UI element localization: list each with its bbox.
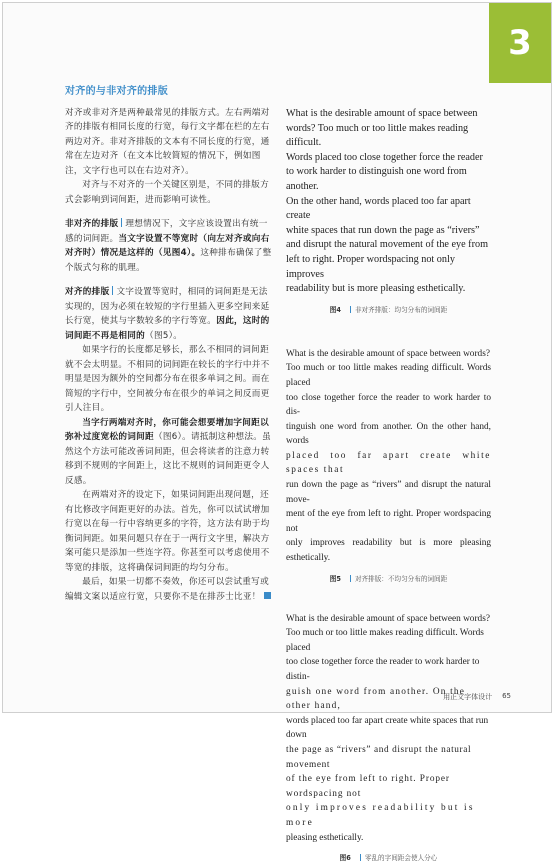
sample-line: and disrupt the natural movement of the eye from	[286, 239, 488, 251]
figure-5-caption	[286, 573, 491, 583]
paragraph-finally: 最后，如果一切都不奏效，你还可以尝试重写或编辑文案以适应行宽，只要你不是在排莎士比亚！	[65, 577, 269, 602]
sample-line: words placed too far apart create white spaces that run down	[286, 715, 489, 741]
sample-line: tinguish one word from another. On the other hand, words	[286, 421, 491, 447]
paragraph-justified: 对齐的排版 文字设置等宽时，相同的词间距是无法实现的，因为必须在较短的字行里插入更多空间来延长行宽，使其与字数较多的字行等宽。因此，这时的词间距不再是相同的（图5）。	[65, 287, 270, 341]
paragraph-letterspacing: 当字行两端对齐时，你可能会想要增加字间距以弥补过度宽松的词间距（图6）。请抵制这种想法。虽然这个方法可能改善词间距，但会将读者的注意力转移到不规则的字间距上，这比不规则的词间距更令人反感。	[65, 417, 272, 486]
chapter-number-tab	[489, 3, 551, 83]
paragraph-key-difference: 对齐与不对齐的一个关键区别是，不同的排版方式会影响到词间距，进而影响可读性。	[65, 180, 269, 205]
sample-line: left to right. Proper wordspacing not only improves	[286, 253, 455, 280]
sample-line: Too much or too little makes reading difficult. Words placed	[286, 628, 484, 653]
sample-line: of the eye from left to right. Proper wordspacing not	[286, 774, 450, 799]
sample-line: white spaces that run down the page as “rivers”	[286, 224, 480, 236]
sample-line: Words placed too close together force the reader	[286, 151, 483, 163]
figure-6-caption	[286, 852, 491, 862]
running-title: 用正文字体设计	[443, 693, 493, 701]
figure-label: 图6	[339, 854, 351, 862]
paragraph-better-options: 在两端对齐的设定下，如果词间距出现问题，还有比修改字间距更好的办法。首先，你可以试试增加行宽以在每一行中容纳更多的字符，这方法有助于均衡词间距。如果问题只存在于一两行文字里，解决方案可能只是添加一些连字符。你甚至可以考虑使用不等宽的排版，这将确保词间距的均匀分布。	[65, 490, 270, 573]
sample-line: What is the desirable amount of space between words?	[286, 613, 490, 624]
subhead-non-justified: 非对齐的排版	[65, 219, 119, 229]
sample-line: On the other hand, words placed too far apart create	[286, 195, 471, 222]
paragraph-non-justified: 非对齐的排版 理想情况下，文字应该设置出有统一感的词间距。当文字设置不等宽时（向左对齐或向右对齐时）情况是这样的（见图4）。这种排布确保了整个版式匀称的肌理。	[65, 219, 272, 273]
sample-line: Too much or too little makes reading difficult. Words placed	[286, 363, 491, 388]
paragraph-intro: 对齐或非对齐是两种最常见的排版方式。左右两端对齐的排版有相同长度的行宽，每行文字都在栏的左右两边对齐。非对齐排版的文本有不同长度的行宽，通常在左边对齐（在文本比较简短的情况下，例如图注，文字行也可以在右边对齐）。	[65, 107, 270, 176]
sample-line: What is the desirable amount of space between words?	[286, 348, 490, 359]
sample-line: placed too far apart create white spaces that	[286, 450, 491, 476]
sample-line: What is the desirable amount of space between	[286, 108, 478, 119]
paragraph-long-lines: 如果字行的长度都足够长，那么不相同的词间距就不会太明显。不相同的词间距在较长的字行中并不明显是因为额外的空间都分布在很多单词之间。而在简短的字行中，空间被分布在很少的单词之间反而更引人注目。	[65, 345, 270, 413]
book-page	[2, 2, 552, 862]
caption-text: 对齐排版：不均匀分布的词间距	[354, 574, 448, 583]
sample-line: guish one word from another. On the other hand,	[286, 686, 466, 712]
caption-text: 非对齐排版：均匀分布的词间距	[354, 305, 448, 314]
sample-line: only improves readability but is more pleasing esthetically.	[286, 538, 491, 564]
sample-line: only improves readability but is more	[286, 803, 475, 828]
figures-column	[286, 85, 491, 862]
sample-line: readability but is more pleasing esthetically.	[286, 283, 466, 295]
figure-label: 图4	[329, 305, 341, 314]
chapter-number: 3	[508, 23, 532, 63]
sample-line: to work harder to distinguish one word from another.	[286, 166, 467, 192]
page-footer	[443, 692, 511, 702]
sample-line: the page as “rivers” and disrupt the natural movement	[286, 744, 472, 770]
caption-divider	[350, 575, 351, 582]
figure-label: 图5	[329, 574, 341, 583]
figure-6-sample	[286, 612, 491, 846]
divider-bar	[121, 218, 122, 227]
end-mark-icon	[264, 592, 271, 599]
caption-divider	[360, 854, 361, 861]
sample-line: pleasing esthetically.	[286, 832, 364, 843]
figure-4-caption	[286, 304, 491, 314]
divider-bar	[112, 286, 113, 295]
sample-line: too close together force the reader to work harder to dis-	[286, 392, 491, 418]
sample-line: too close together force the reader to work harder to distin-	[286, 657, 480, 682]
sample-line: run down the page as “rivers” and disrupt the natural move-	[286, 480, 491, 505]
subhead-justified: 对齐的排版	[65, 287, 110, 297]
body-text-column	[65, 85, 275, 614]
sample-line: words? Too much or too little makes reading difficult.	[286, 122, 469, 149]
section-title: 对齐的与非对齐的排版	[65, 86, 168, 97]
caption-text: 零乱的字间距会使人分心	[364, 854, 438, 862]
caption-divider	[350, 306, 351, 313]
sample-line: ment of the eye from left to right. Proper wordspacing not	[286, 509, 491, 534]
figure-5-sample	[286, 347, 491, 566]
figure-4-sample	[286, 85, 491, 297]
page-number: 65	[502, 692, 511, 700]
